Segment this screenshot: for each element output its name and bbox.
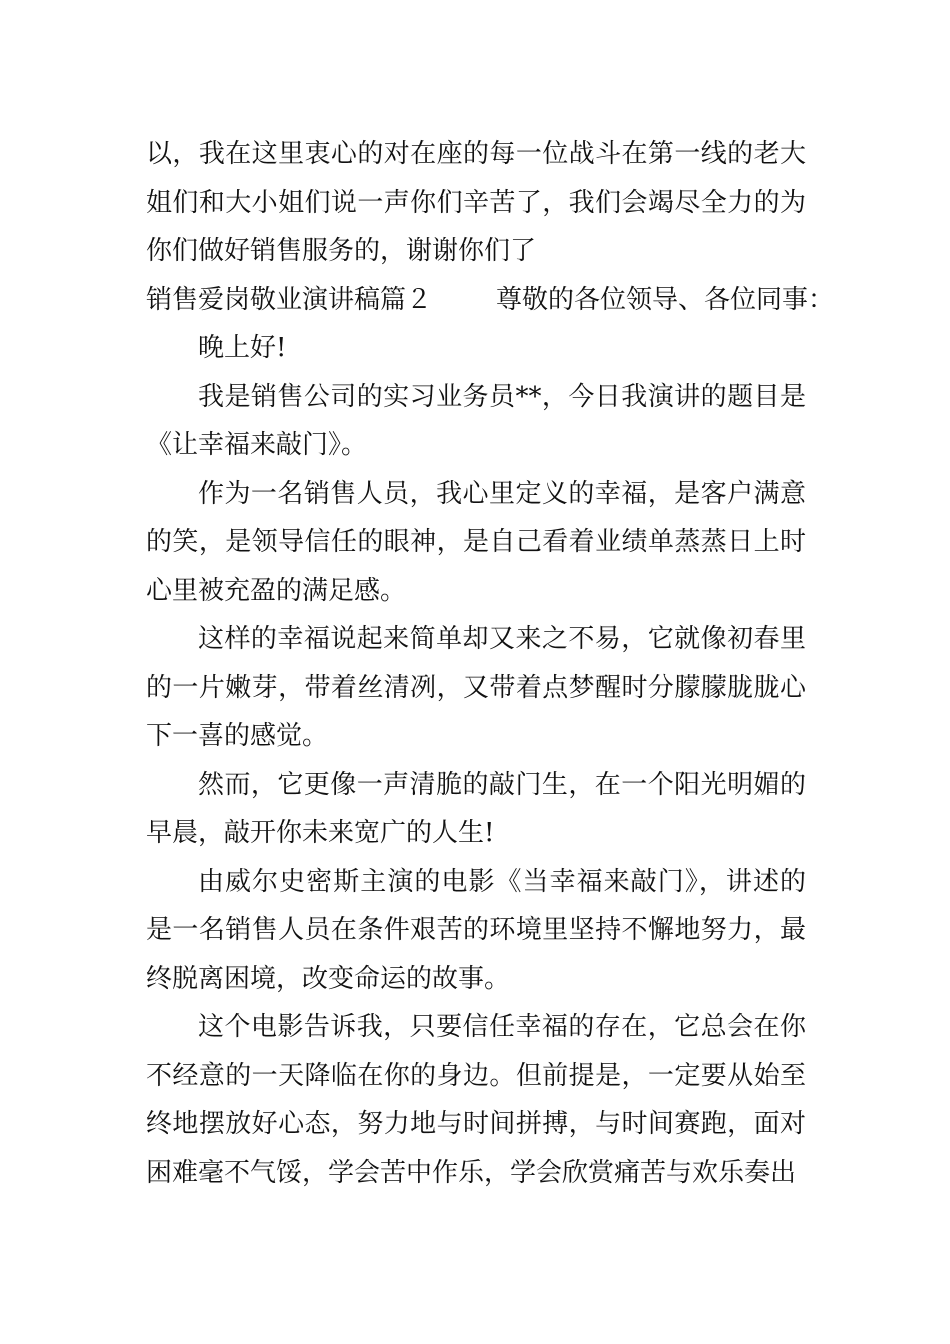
document-body bbox=[146, 130, 835, 1197]
paragraph-lesson: 这个电影告诉我，只要信任幸福的存在，它总会在你不经意的一天降临在你的身边。但前提是，一定要从始至终地摆放好心态，努力地与时间拼搏，与时间赛跑，面对困难毫不气馁，学会苦中作乐，学会欣赏痛苦与欢乐奏出 bbox=[146, 1012, 806, 1188]
paragraph-happiness-definition: 作为一名销售人员，我心里定义的幸福，是客户满意的笑，是领导信任的眼神，是自己看着业绩单蒸蒸日上时心里被充盈的满足感。 bbox=[146, 478, 806, 606]
section-heading-line bbox=[146, 276, 835, 325]
paragraph-intro: 我是销售公司的实习业务员**，今日我演讲的题目是《让幸福来敲门》。 bbox=[146, 381, 806, 460]
paragraph-greeting: 晚上好! bbox=[198, 333, 287, 363]
paragraph-knock: 然而，它更像一声清脆的敲门生，在一个阳光明媚的早晨，敲开你未来宽广的人生! bbox=[146, 769, 806, 848]
paragraph-movie: 由威尔史密斯主演的电影《当幸福来敲门》，讲述的是一名销售人员在条件艰苦的环境里坚持不懈地努力，最终脱离困境，改变命运的故事。 bbox=[146, 866, 806, 994]
section-title: 销售爱岗敬业演讲稿篇２ bbox=[146, 284, 433, 315]
paragraph-happiness-metaphor: 这样的幸福说起来简单却又来之不易，它就像初春里的一片嫩芽，带着丝清冽，又带着点梦醒时分朦朦胧胧心下一喜的感觉。 bbox=[146, 624, 806, 751]
salutation: 尊敬的各位领导、各位同事： bbox=[496, 284, 835, 315]
continuation-paragraph: 以，我在这里衷心的对在座的每一位战斗在第一线的老大姐们和大小姐们说一声你们辛苦了，我们会竭尽全力的为你们做好销售服务的，谢谢你们了 bbox=[146, 139, 806, 266]
